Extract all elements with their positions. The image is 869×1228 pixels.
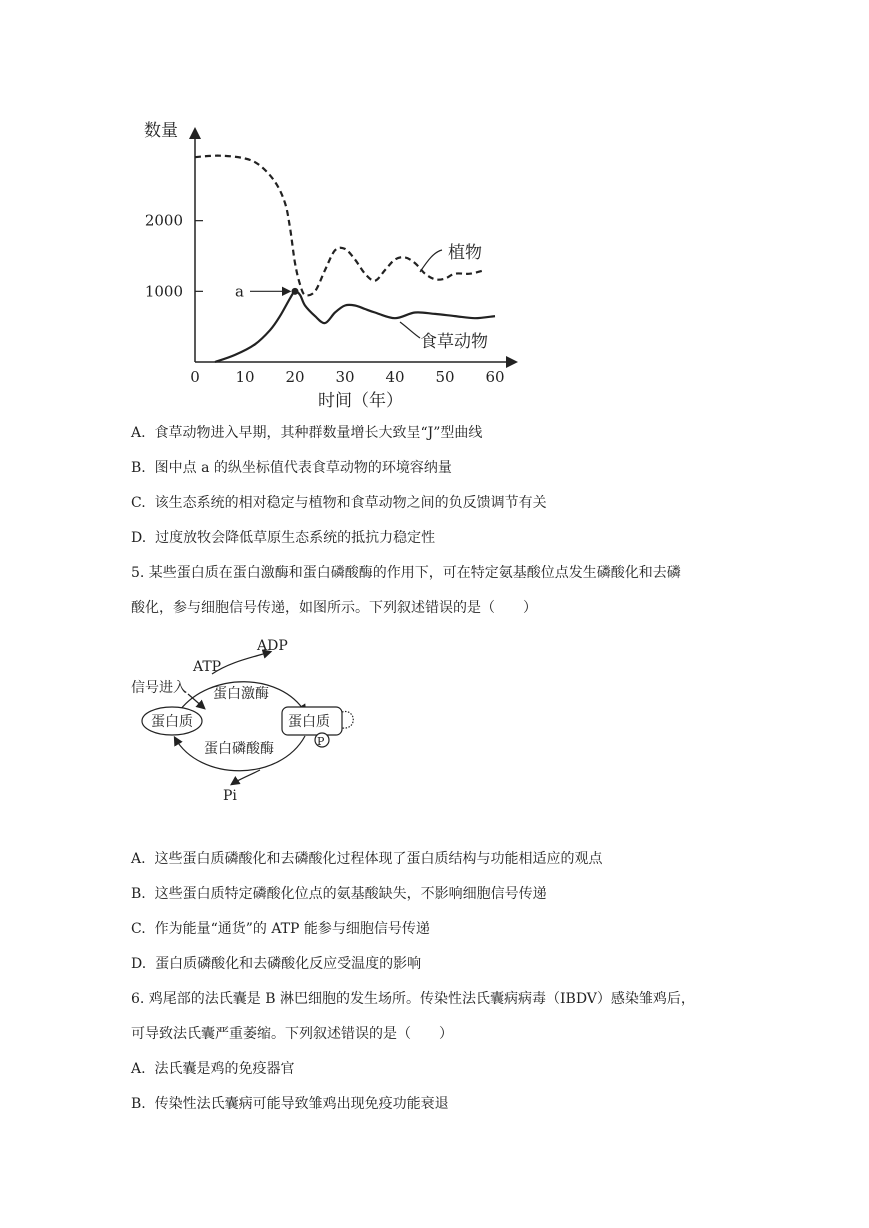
- series-label-herbivore: 食草动物: [420, 332, 488, 352]
- series-label-plant-leader: [420, 250, 442, 272]
- q4-option-a: A. 食草动物进入早期，其种群数量增长大致呈“J”型曲线: [131, 425, 483, 441]
- phosphorylation-diagram: [120, 632, 380, 807]
- point-a-group: [235, 282, 299, 300]
- x-tick-label: 0: [190, 368, 200, 386]
- x-tick-label: 30: [335, 368, 355, 386]
- phosphate-label: P: [317, 735, 325, 748]
- q5-option-d: D. 蛋白质磷酸化和去磷酸化反应受温度的影响: [131, 956, 422, 972]
- protein-right-pocket: [342, 712, 353, 729]
- series-labels: [400, 243, 488, 352]
- q4-option-d: D. 过度放牧会降低草原生态系统的抵抗力稳定性: [131, 530, 436, 546]
- x-tick-label: 50: [435, 368, 455, 386]
- q5-option-b: B. 这些蛋白质特定磷酸化位点的氨基酸缺失，不影响细胞信号传递: [131, 886, 547, 902]
- q5-stem-line1: 5. 某些蛋白质在蛋白激酶和蛋白磷酸酶的作用下，可在特定氨基酸位点发生磷酸化和去磷: [131, 565, 681, 581]
- adp-label: ADP: [257, 638, 288, 654]
- phosphatase-label: 蛋白磷酸酶: [204, 741, 274, 757]
- q6-stem-line1: 6. 鸡尾部的法氏囊是 B 淋巴细胞的发生场所。传染性法氏囊病病毒（IBDV）感染雏鸡后，: [131, 991, 695, 1007]
- y-tick-label: 2000: [144, 211, 183, 230]
- protein-right-label: 蛋白质: [288, 714, 330, 730]
- x-ticks: [190, 368, 504, 386]
- pi-arrow: [232, 770, 260, 784]
- q6-stem-line2: 可导致法氏囊严重萎缩。下列叙述错误的是（ ）: [131, 1026, 453, 1042]
- q4-option-b: B. 图中点 a 的纵坐标值代表食草动物的环境容纳量: [131, 460, 452, 476]
- phosphorylation-diagram-svg: [120, 632, 380, 807]
- signal-in-label: 信号进入: [131, 680, 187, 696]
- x-tick-label: 20: [285, 368, 305, 386]
- atp-label: ATP: [193, 659, 222, 675]
- x-tick-label: 40: [385, 368, 405, 386]
- population-chart-svg: [120, 110, 540, 420]
- kinase-label: 蛋白激酶: [213, 686, 269, 702]
- protein-left-label: 蛋白质: [151, 714, 193, 730]
- series-label-herbivore-leader: [400, 322, 420, 338]
- x-tick-label: 60: [485, 368, 505, 386]
- population-chart: [120, 110, 540, 420]
- series-label-plant: 植物: [448, 243, 482, 263]
- series-line-0: [195, 156, 485, 296]
- point-a-marker: [292, 288, 299, 295]
- y-axis-label: 数量: [144, 121, 178, 141]
- q4-option-c: C. 该生态系统的相对稳定与植物和食草动物之间的负反馈调节有关: [131, 495, 547, 511]
- y-tick-label: 1000: [144, 282, 183, 301]
- x-tick-label: 10: [235, 368, 255, 386]
- q5-option-c: C. 作为能量“通货”的 ATP 能参与细胞信号传递: [131, 921, 430, 937]
- q6-option-a: A. 法氏囊是鸡的免疫器官: [131, 1061, 295, 1077]
- q6-option-b: B. 传染性法氏囊病可能导致雏鸡出现免疫功能衰退: [131, 1096, 449, 1112]
- x-axis-label: 时间（年）: [318, 391, 403, 411]
- pi-label: Pi: [223, 788, 237, 804]
- point-a-label: a: [235, 282, 244, 301]
- q5-stem-line2: 酸化，参与细胞信号传递，如图所示。下列叙述错误的是（ ）: [131, 600, 537, 616]
- q5-option-a: A. 这些蛋白质磷酸化和去磷酸化过程体现了蛋白质结构与功能相适应的观点: [131, 851, 603, 867]
